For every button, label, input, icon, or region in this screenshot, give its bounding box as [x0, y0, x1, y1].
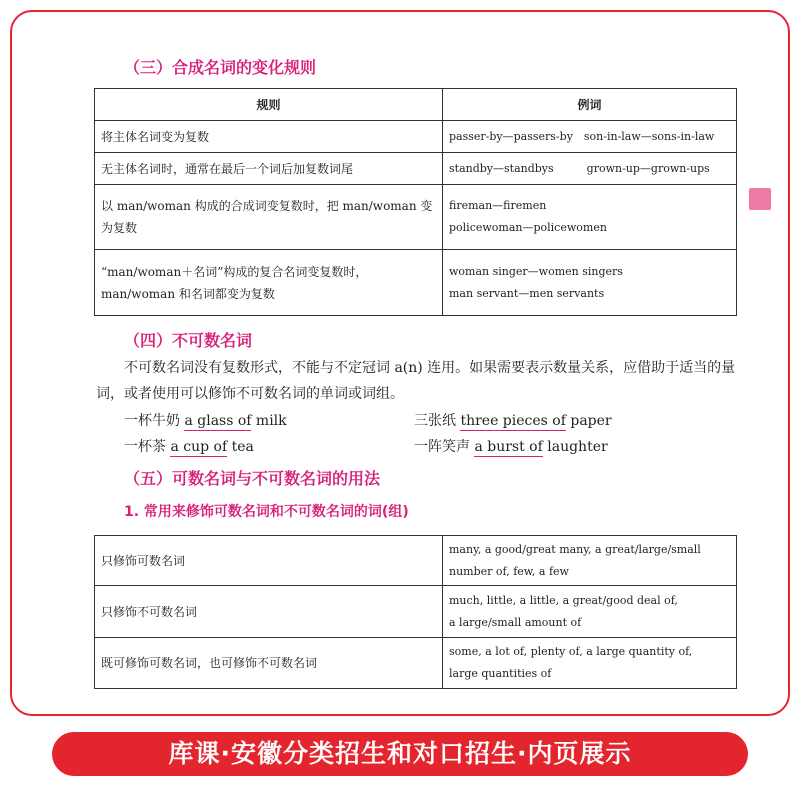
- example-line: some, a lot of, plenty of, a large quantity of,: [449, 645, 693, 658]
- rule-cell: 只修饰可数名词: [95, 536, 443, 586]
- example-phrase-underlined: three pieces of: [460, 413, 566, 429]
- rule-cell: 无主体名词时，通常在最后一个词后加复数词尾: [95, 153, 443, 185]
- section-side-tab: [749, 188, 771, 210]
- example-phrase: [124, 436, 254, 456]
- example-line: standby—standbys grown-up—grown-ups: [449, 161, 710, 175]
- table-row: [95, 638, 737, 689]
- table-row: [95, 121, 737, 153]
- rule-cell: “man/woman＋名词”构成的复合名词变复数时，man/woman 和名词都变为复数: [95, 250, 443, 316]
- example-cell: [443, 121, 737, 153]
- compound-noun-rules-table: [94, 88, 737, 316]
- example-noun: tea: [231, 439, 254, 455]
- rule-cell: 既可修饰可数名词，也可修饰不可数名词: [95, 638, 443, 689]
- example-zh: 三张纸: [414, 413, 456, 429]
- rule-cell: 以 man/woman 构成的合成词变复数时，把 man/woman 变为复数: [95, 185, 443, 250]
- example-cell: [443, 638, 737, 689]
- section5-subheading: 1. 常用来修饰可数名词和不可数名词的词(组): [124, 504, 409, 520]
- section3-heading: （三）合成名词的变化规则: [124, 58, 317, 77]
- example-line: fireman—firemen: [449, 199, 547, 212]
- table-row: [95, 185, 737, 250]
- example-zh: 一杯茶: [124, 439, 166, 455]
- example-phrase: [124, 410, 287, 430]
- example-cell: [443, 586, 737, 638]
- header-rule: 规则: [95, 89, 443, 121]
- example-zh: 一杯牛奶: [124, 413, 180, 429]
- section5-heading: （五）可数名词与不可数名词的用法: [124, 469, 381, 488]
- example-phrase-underlined: a burst of: [474, 439, 543, 455]
- example-line: large quantities of: [449, 667, 552, 680]
- example-zh: 一阵笑声: [414, 439, 470, 455]
- example-line: woman singer—women singers: [449, 264, 623, 278]
- example-line: passer-by—passers-by son-in-law—sons-in-law: [449, 129, 715, 143]
- example-noun: laughter: [547, 439, 608, 455]
- table-row: [95, 536, 737, 586]
- example-phrase-underlined: a glass of: [184, 413, 252, 429]
- example-phrase: [414, 410, 612, 430]
- section4-heading: （四）不可数名词: [124, 331, 253, 350]
- table-row: [95, 586, 737, 638]
- example-phrase-underlined: a cup of: [170, 439, 228, 455]
- example-cell: [443, 250, 737, 316]
- example-line: man servant—men servants: [449, 286, 605, 300]
- table-row: [95, 250, 737, 316]
- rule-cell: 将主体名词变为复数: [95, 121, 443, 153]
- header-example: 例词: [443, 89, 737, 121]
- table-row: [95, 153, 737, 185]
- example-line: a large/small amount of: [449, 615, 582, 629]
- example-phrase: [414, 436, 608, 456]
- example-line: policewoman—policewomen: [449, 221, 607, 234]
- modifier-usage-table: [94, 535, 737, 689]
- example-line: many, a good/great many, a great/large/small: [449, 542, 701, 556]
- example-line: number of, few, a few: [449, 564, 569, 578]
- example-noun: milk: [255, 413, 287, 429]
- example-cell: [443, 153, 737, 185]
- example-noun: paper: [570, 413, 612, 429]
- example-cell: [443, 536, 737, 586]
- section4-paragraph: 不可数名词没有复数形式，不能与不定冠词 a(n) 连用。如果需要表示数量关系，应借助于适当的量词，或者使用可以修饰不可数名词的单词或词组。: [96, 360, 736, 402]
- table-header-row: [95, 89, 737, 121]
- example-cell: [443, 185, 737, 250]
- example-line: much, little, a little, a great/good deal of,: [449, 593, 678, 607]
- promo-banner: 库课·安徽分类招生和对口招生·内页展示: [52, 732, 748, 776]
- rule-cell: 只修饰不可数名词: [95, 586, 443, 638]
